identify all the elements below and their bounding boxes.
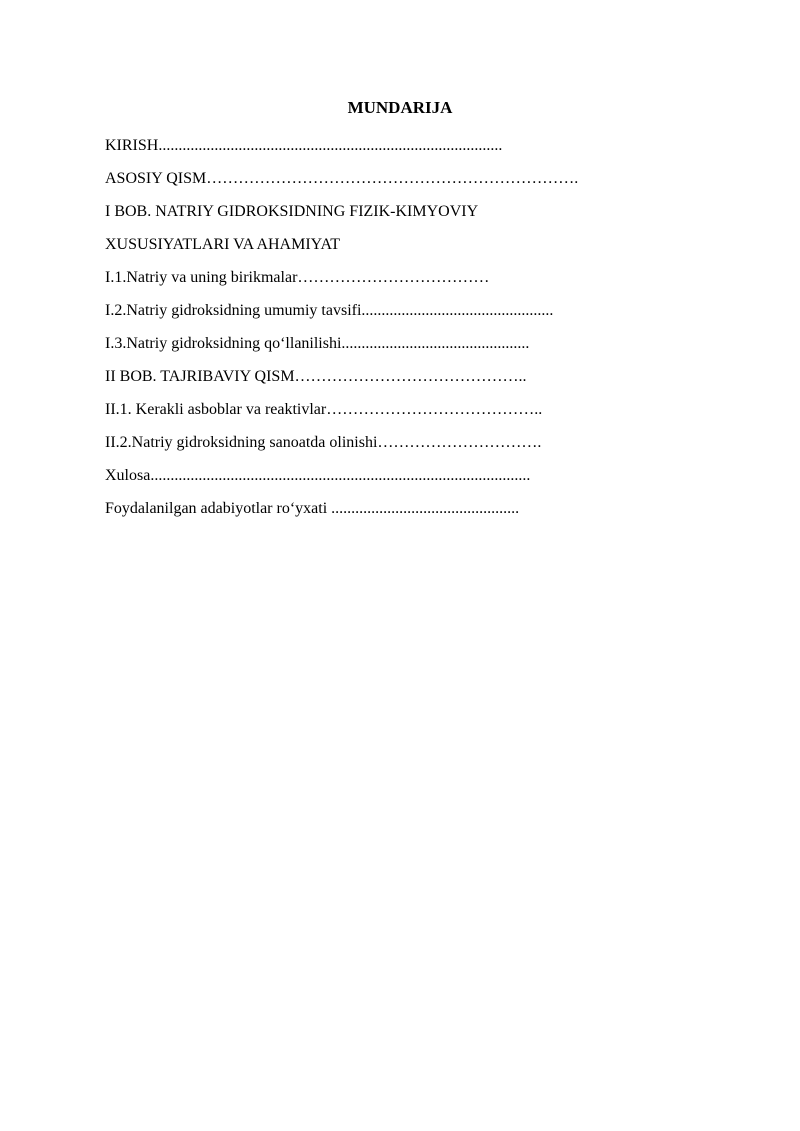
- toc-entry-section-2-1: II.1. Kerakli asboblar va reaktivlar…………………………………..: [105, 401, 543, 418]
- toc-entry-section-2-2: II.2.Natriy gidroksidning sanoatda olinishi………………………….: [105, 434, 542, 451]
- toc-entry-section-1-3: I.3.Natriy gidroksidning qo‘llanilishi...............................................: [105, 335, 530, 352]
- table-of-contents: [105, 129, 705, 525]
- toc-entry-section-1-2: I.2.Natriy gidroksidning umumiy tavsifi................................................: [105, 302, 554, 319]
- toc-title: MUNDARIJA: [347, 98, 453, 117]
- toc-entry-kirish: KIRISH......................................................................................: [105, 137, 503, 154]
- toc-entry-section-1-1: I.1.Natriy va uning birikmalar………………………………: [105, 269, 490, 286]
- toc-entry-adabiyotlar: Foydalanilgan adabiyotlar ro‘yxati ...............................................: [105, 500, 520, 517]
- toc-entry-chapter-1-line-2: XUSUSIYATLARI VA AHAMIYAT: [105, 236, 340, 253]
- toc-entry-chapter-2: II BOB. TAJRIBAVIY QISM……………………………………..: [105, 368, 527, 385]
- toc-entry-chapter-1-line-1: I BOB. NATRIY GIDROKSIDNING FIZIK-KIMYOVIY: [105, 203, 479, 220]
- toc-entry-xulosa: Xulosa...............................................................................................: [105, 467, 531, 484]
- toc-entry-asosiy-qism: ASOSIY QISM…………………………………………………………….: [105, 170, 579, 187]
